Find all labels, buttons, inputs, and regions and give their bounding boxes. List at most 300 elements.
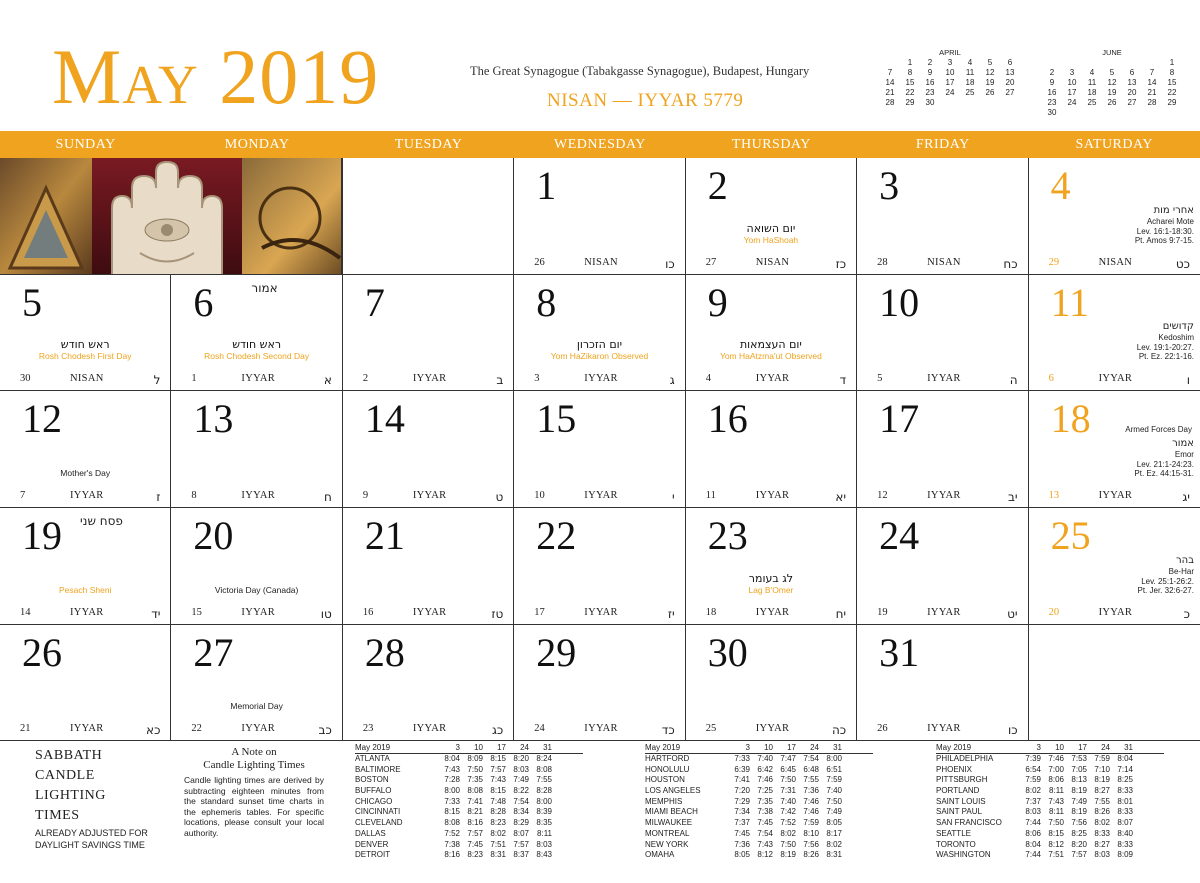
hebrew-numeral: טז xyxy=(491,607,504,621)
candle-header-cell: May 2019 xyxy=(936,743,972,752)
candle-time: 7:35 xyxy=(467,775,483,785)
city-name: HARTFORD xyxy=(645,754,690,763)
event-name: Yom HaAtzma'ut Observed xyxy=(719,351,822,362)
hebrew-date xyxy=(877,373,1017,387)
candle-time: 8:03 xyxy=(1025,807,1041,817)
portion-line: Pt. Jer. 32:6-27. xyxy=(1137,586,1194,596)
hebrew-month: IYYAR xyxy=(755,607,790,618)
city-name: HOUSTON xyxy=(645,775,685,785)
hebrew-numeral: א xyxy=(323,373,332,387)
candle-time: 8:03 xyxy=(1094,850,1110,860)
day-event xyxy=(4,585,166,596)
candle-table-1 xyxy=(355,742,583,861)
candle-table-row xyxy=(355,754,583,765)
hebrew-numeral: ג xyxy=(669,373,675,387)
candle-time: 8:07 xyxy=(1117,818,1133,828)
candle-table-row xyxy=(645,840,873,851)
city-name: DENVER xyxy=(355,839,389,849)
hebrew-date xyxy=(534,723,674,737)
event-hebrew: יום העצמאות xyxy=(739,337,802,351)
weekday-wednesday: WEDNESDAY xyxy=(554,137,646,152)
mini-calendar-day xyxy=(1102,108,1122,118)
day-number: 20 xyxy=(193,513,234,558)
candle-time: 7:52 xyxy=(780,818,796,828)
mini-calendar-day: 10 xyxy=(945,68,955,77)
portion-line: Pt. Amos 9:7-15. xyxy=(1134,236,1194,246)
hebrew-month: IYYAR xyxy=(755,723,790,734)
day-number: 12 xyxy=(22,396,62,441)
calendar-cell xyxy=(171,391,342,508)
candle-time: 8:19 xyxy=(1094,775,1110,785)
calendar-cell xyxy=(1029,625,1200,741)
calendar-cell xyxy=(686,625,857,741)
candle-time: 8:21 xyxy=(467,807,483,817)
candle-table-2 xyxy=(645,742,873,861)
mini-calendar-day: 5 xyxy=(1109,68,1115,77)
day-number: 30 xyxy=(707,630,748,675)
day-number: 31 xyxy=(879,630,920,675)
hebrew-month: IYYAR xyxy=(927,607,961,618)
candle-time: 7:55 xyxy=(536,775,552,785)
day-event xyxy=(690,572,852,596)
calendar-cell xyxy=(857,391,1028,508)
candle-time: 8:15 xyxy=(1048,828,1064,838)
candle-time: 7:43 xyxy=(757,839,773,849)
weekday-friday: FRIDAY xyxy=(915,137,970,152)
mini-calendar-april xyxy=(880,48,1020,108)
candle-table-row xyxy=(355,765,583,776)
candle-table-3 xyxy=(936,742,1164,861)
mini-calendar-day: 24 xyxy=(945,88,955,97)
mini-calendar-day: 26 xyxy=(1107,98,1117,107)
hebrew-day: 1 xyxy=(191,373,197,384)
note-title-line: Candle Lighting Times xyxy=(203,759,305,771)
candle-time: 8:31 xyxy=(826,850,842,860)
candle-time: 8:28 xyxy=(536,786,552,796)
hebrew-day: 27 xyxy=(705,257,717,268)
day-number: 15 xyxy=(536,396,577,441)
city-name: CLEVELAND xyxy=(355,818,403,828)
hebrew-numeral: כ xyxy=(1183,607,1190,621)
torah-portion xyxy=(1135,205,1194,246)
day-number: 4 xyxy=(1050,163,1071,208)
mini-calendar-day: 11 xyxy=(965,68,975,77)
mini-calendar-day: 16 xyxy=(1047,88,1057,97)
mini-calendar-day xyxy=(880,58,900,68)
candle-time: 8:06 xyxy=(1048,775,1064,785)
mini-calendar-day: 8 xyxy=(1169,68,1175,77)
hebrew-numeral: ד xyxy=(839,373,847,387)
hebrew-numeral: כט xyxy=(1175,257,1190,271)
candle-time: 7:54 xyxy=(757,828,773,838)
candle-time: 8:39 xyxy=(536,807,552,817)
hebrew-month: IYYAR xyxy=(70,490,104,501)
hebrew-numeral: טו xyxy=(320,607,332,621)
hamsa-photo xyxy=(0,158,342,275)
city-name: PITTSBURGH xyxy=(936,775,988,785)
mini-calendar-day: 19 xyxy=(985,78,995,87)
candle-time: 8:00 xyxy=(826,754,842,763)
candle-table-header xyxy=(645,742,873,754)
hebrew-numeral: כו xyxy=(1007,723,1018,737)
hebrew-numeral: יז xyxy=(667,607,675,621)
city-name: SAINT PAUL xyxy=(936,807,982,817)
candle-time: 8:27 xyxy=(1094,839,1110,849)
hebrew-numeral: יד xyxy=(151,607,161,621)
hebrew-day: 24 xyxy=(534,723,545,734)
day-number: 3 xyxy=(879,163,900,208)
candle-time: 7:38 xyxy=(444,839,460,849)
city-name: PHILADELPHIA xyxy=(936,754,994,763)
event-name: Rosh Chodesh Second Day xyxy=(204,351,310,362)
candle-table-row xyxy=(355,797,583,808)
hebrew-numeral: י xyxy=(672,490,675,504)
candle-time: 7:34 xyxy=(734,807,750,817)
hebrew-date xyxy=(363,607,503,621)
portion-hebrew: אחרי מות xyxy=(1153,205,1194,217)
candle-table-row xyxy=(936,754,1164,765)
mini-calendar-day xyxy=(1082,58,1102,68)
mini-calendar-day xyxy=(1082,108,1102,118)
candle-table-row xyxy=(645,765,873,776)
candle-table-row xyxy=(645,850,873,861)
hebrew-numeral: יח xyxy=(835,607,847,621)
candle-table-row xyxy=(936,765,1164,776)
calendar-cell xyxy=(343,391,514,508)
mini-calendar-day: 18 xyxy=(1087,88,1097,97)
candle-header-cell: 24 xyxy=(520,743,529,752)
hebrew-date xyxy=(1049,607,1190,621)
hebrew-numeral: ל xyxy=(153,373,161,387)
candle-time: 8:33 xyxy=(1117,839,1133,849)
candle-header-cell: 3 xyxy=(455,743,460,752)
mini-calendar-day: 20 xyxy=(1005,78,1015,87)
candle-table-row xyxy=(645,797,873,808)
candle-time: 7:50 xyxy=(780,839,796,849)
candle-time: 8:04 xyxy=(444,754,460,763)
candle-time: 7:33 xyxy=(734,754,750,763)
calendar-cell xyxy=(686,158,857,275)
mini-calendar-day: 27 xyxy=(1127,98,1137,107)
calendar-cell xyxy=(514,508,685,625)
mini-calendar-table xyxy=(1042,58,1182,118)
candle-table-row xyxy=(936,807,1164,818)
candle-table-row xyxy=(645,807,873,818)
candle-time: 6:54 xyxy=(1025,764,1041,774)
candle-time: 7:10 xyxy=(1094,764,1110,774)
hebrew-date xyxy=(1049,373,1190,387)
event-hebrew: ראש חודש xyxy=(60,337,110,351)
day-event xyxy=(4,468,166,479)
mini-calendar-day: 4 xyxy=(967,58,973,67)
candle-table-row xyxy=(645,829,873,840)
calendar-cell xyxy=(1029,391,1200,508)
candle-time: 8:08 xyxy=(536,764,552,774)
event-name: Rosh Chodesh First Day xyxy=(38,351,132,362)
portion-line: Be-Har xyxy=(1168,567,1194,577)
candle-time: 8:03 xyxy=(513,764,529,774)
city-name: DALLAS xyxy=(355,828,386,838)
candle-time: 8:17 xyxy=(826,828,842,838)
mini-calendar-day: 3 xyxy=(1069,68,1075,77)
day-number: 25 xyxy=(1050,513,1091,558)
calendar-cell xyxy=(343,275,514,391)
mini-calendar-day: 17 xyxy=(1067,88,1077,97)
candle-time: 8:02 xyxy=(1025,786,1041,796)
day-number: 2 xyxy=(707,163,728,208)
day-event xyxy=(175,701,337,712)
hebrew-month: IYYAR xyxy=(584,607,618,618)
mini-calendar-day: 25 xyxy=(965,88,975,97)
candle-time: 8:08 xyxy=(467,786,483,796)
mini-calendar-day xyxy=(940,98,960,108)
calendar-cell xyxy=(514,158,685,275)
portion-line: Acharei Mote xyxy=(1146,217,1194,227)
mini-calendar-day xyxy=(960,98,980,108)
city-name: OMAHA xyxy=(645,850,675,860)
candle-table-row xyxy=(355,786,583,797)
hebrew-date xyxy=(706,607,846,621)
candle-time: 6:48 xyxy=(803,764,819,774)
hebrew-numeral: כא xyxy=(146,723,161,737)
hebrew-day: 15 xyxy=(191,607,202,618)
hebrew-date xyxy=(20,723,160,737)
mini-calendar-day: 11 xyxy=(1087,78,1097,87)
hebrew-date xyxy=(534,257,674,271)
candle-time: 8:11 xyxy=(537,828,552,838)
city-name: DETROIT xyxy=(355,850,391,860)
hebrew-numeral: כד xyxy=(661,723,675,737)
day-number: 10 xyxy=(879,280,920,325)
mini-calendar-day: 23 xyxy=(1047,98,1057,107)
mini-calendar-day xyxy=(980,98,1000,108)
hebrew-label: אמור xyxy=(251,281,278,295)
page-title: May 2019 xyxy=(52,33,380,120)
candle-time: 7:25 xyxy=(757,786,773,796)
mini-calendar-day: 3 xyxy=(947,58,953,67)
hebrew-date xyxy=(363,723,503,737)
candle-header-cell: May 2019 xyxy=(355,743,391,752)
day-event xyxy=(4,338,166,362)
calendar-cell xyxy=(857,508,1028,625)
day-number: 24 xyxy=(879,513,920,558)
hebrew-day: 19 xyxy=(877,607,888,618)
candle-time: 7:56 xyxy=(1071,818,1087,828)
candle-header-cell: May 2019 xyxy=(645,743,681,752)
mini-calendar-day: 7 xyxy=(887,68,893,77)
candle-time: 7:31 xyxy=(780,786,796,796)
candle-time: 7:46 xyxy=(757,775,773,785)
candle-time: 7:38 xyxy=(757,807,773,817)
event-name: Memorial Day xyxy=(230,701,283,712)
candle-header-cell: 3 xyxy=(745,743,750,752)
candle-time: 8:25 xyxy=(1117,775,1133,785)
candle-time: 8:07 xyxy=(513,828,529,838)
event-name: Lag B'Omer xyxy=(748,585,794,596)
hebrew-date xyxy=(534,607,674,621)
torah-portion xyxy=(1138,555,1194,596)
candle-time: 7:51 xyxy=(1048,850,1064,860)
candle-time: 8:34 xyxy=(513,807,529,817)
hebrew-day: 4 xyxy=(705,373,711,384)
city-name: WASHINGTON xyxy=(936,850,991,860)
candle-time: 8:00 xyxy=(536,796,552,806)
torah-portion xyxy=(1134,438,1194,479)
candle-time: 8:02 xyxy=(490,828,506,838)
hebrew-month: IYYAR xyxy=(927,373,961,384)
candle-time: 8:35 xyxy=(536,818,552,828)
day-number: 19 xyxy=(22,513,62,558)
candle-time: 7:44 xyxy=(1025,818,1041,828)
mini-calendar-day: 1 xyxy=(1169,58,1175,67)
candle-header-cell: 3 xyxy=(1036,743,1041,752)
calendar-cell xyxy=(514,391,685,508)
candle-table-row xyxy=(355,829,583,840)
mini-calendar-day: 21 xyxy=(885,88,895,97)
sabbath-line: TIMES xyxy=(35,808,80,823)
candle-time: 7:41 xyxy=(734,775,750,785)
day-number: 26 xyxy=(22,630,62,675)
calendar-cell xyxy=(0,391,171,508)
city-name: PORTLAND xyxy=(936,786,980,796)
hebrew-date xyxy=(706,257,846,271)
candle-time: 8:16 xyxy=(467,818,483,828)
hebrew-day: 9 xyxy=(362,490,369,501)
candle-table-row xyxy=(645,775,873,786)
mini-calendar-day: 8 xyxy=(907,68,913,77)
hebrew-month: IYYAR xyxy=(70,607,104,618)
candle-time: 8:01 xyxy=(1117,796,1133,806)
hebrew-day: 11 xyxy=(705,490,716,501)
candle-time: 8:24 xyxy=(536,754,552,763)
candle-time: 8:33 xyxy=(1117,807,1133,817)
hebrew-date xyxy=(706,373,846,387)
day-number: 23 xyxy=(707,513,748,558)
event-name: Yom HaShoah xyxy=(743,235,799,246)
candle-time: 8:02 xyxy=(826,839,842,849)
hebrew-month: IYYAR xyxy=(412,723,447,734)
weekday-monday: MONDAY xyxy=(224,137,290,152)
hebrew-numeral: כב xyxy=(318,723,332,737)
portion-hebrew: בהר xyxy=(1176,555,1194,567)
day-number: 7 xyxy=(364,280,385,325)
mini-calendar-day xyxy=(1042,58,1062,68)
hebrew-day: 7 xyxy=(20,490,26,501)
mini-calendar-day: 4 xyxy=(1089,68,1095,77)
candle-time: 7:55 xyxy=(1094,796,1110,806)
candle-time: 7:56 xyxy=(803,839,819,849)
candle-table-row xyxy=(936,786,1164,797)
hebrew-date xyxy=(877,257,1017,271)
hebrew-month: IYYAR xyxy=(1098,490,1133,501)
candle-time: 8:20 xyxy=(1071,839,1087,849)
mini-calendar-june xyxy=(1042,48,1182,118)
city-name: CHICAGO xyxy=(355,796,393,806)
day-number: 8 xyxy=(536,280,557,325)
candle-time: 6:42 xyxy=(757,764,773,774)
hebrew-day: 12 xyxy=(877,490,888,501)
mini-calendar-day: 13 xyxy=(1005,68,1015,77)
hebrew-date xyxy=(20,607,160,621)
candle-time: 7:57 xyxy=(513,839,529,849)
hebrew-month: IYYAR xyxy=(584,723,618,734)
mini-calendar-day: 22 xyxy=(905,88,915,97)
day-event xyxy=(175,338,337,362)
candle-lighting-section xyxy=(0,740,1200,883)
mini-calendar-day: 28 xyxy=(885,98,895,107)
day-number: 28 xyxy=(364,630,405,675)
sabbath-heading xyxy=(35,746,106,826)
candle-time: 8:25 xyxy=(1071,828,1087,838)
city-name: SAINT LOUIS xyxy=(936,796,986,806)
hebrew-months: NISAN — IYYAR 5779 xyxy=(547,90,744,111)
candle-time: 6:45 xyxy=(780,764,796,774)
mini-calendar-day: 1 xyxy=(907,58,913,67)
calendar-cell xyxy=(686,508,857,625)
candle-time: 8:09 xyxy=(467,754,483,763)
candle-time: 7:54 xyxy=(513,796,529,806)
hebrew-numeral: כו xyxy=(665,257,675,271)
hebrew-date xyxy=(1049,490,1190,504)
candle-time: 7:57 xyxy=(490,764,506,774)
calendar-cell xyxy=(514,625,685,741)
mini-calendar-day: 9 xyxy=(1049,78,1055,87)
portion-line: Emor xyxy=(1174,450,1194,460)
candle-time: 8:43 xyxy=(536,850,552,860)
candle-time: 7:36 xyxy=(734,839,750,849)
hebrew-numeral: ט xyxy=(495,490,504,504)
candle-table-row xyxy=(355,775,583,786)
city-name: SEATTLE xyxy=(936,828,971,838)
calendar-cell xyxy=(857,158,1028,275)
candle-time: 8:40 xyxy=(1117,828,1133,838)
candle-time: 8:19 xyxy=(1071,786,1087,796)
day-number: 9 xyxy=(707,280,728,325)
city-name: MIAMI BEACH xyxy=(645,807,698,817)
hebrew-month: IYYAR xyxy=(755,490,790,501)
hebrew-date xyxy=(877,723,1017,737)
day-number: 22 xyxy=(536,513,577,558)
mini-calendar-day: 17 xyxy=(945,78,955,87)
hebrew-month: NISAN xyxy=(584,257,618,268)
day-number: 17 xyxy=(879,396,920,441)
candle-time: 8:33 xyxy=(1117,786,1133,796)
candle-table-header xyxy=(355,742,583,754)
candle-time: 8:05 xyxy=(734,850,750,860)
hebrew-month: IYYAR xyxy=(584,373,618,384)
mini-calendar-day: 13 xyxy=(1127,78,1137,87)
candle-time: 8:23 xyxy=(467,850,483,860)
candle-time: 8:11 xyxy=(1049,807,1064,817)
candle-time: 8:04 xyxy=(1025,839,1041,849)
mini-calendar-day xyxy=(1122,58,1142,68)
city-name: MILWAUKEE xyxy=(645,818,693,828)
calendar-cell xyxy=(343,508,514,625)
candle-time: 7:35 xyxy=(757,796,773,806)
hebrew-month: NISAN xyxy=(755,257,790,268)
candle-time: 8:02 xyxy=(1094,818,1110,828)
candle-time: 7:50 xyxy=(826,796,842,806)
mini-calendar-day: 26 xyxy=(985,88,995,97)
candle-table-row xyxy=(645,754,873,765)
mini-calendar-day: 15 xyxy=(905,78,915,87)
hebrew-month: IYYAR xyxy=(927,490,961,501)
candle-time: 7:33 xyxy=(444,796,460,806)
day-number: 29 xyxy=(536,630,577,675)
candle-time: 7:59 xyxy=(1025,775,1041,785)
candle-time: 8:19 xyxy=(1071,807,1087,817)
city-name: SAN FRANCISCO xyxy=(936,818,1002,828)
